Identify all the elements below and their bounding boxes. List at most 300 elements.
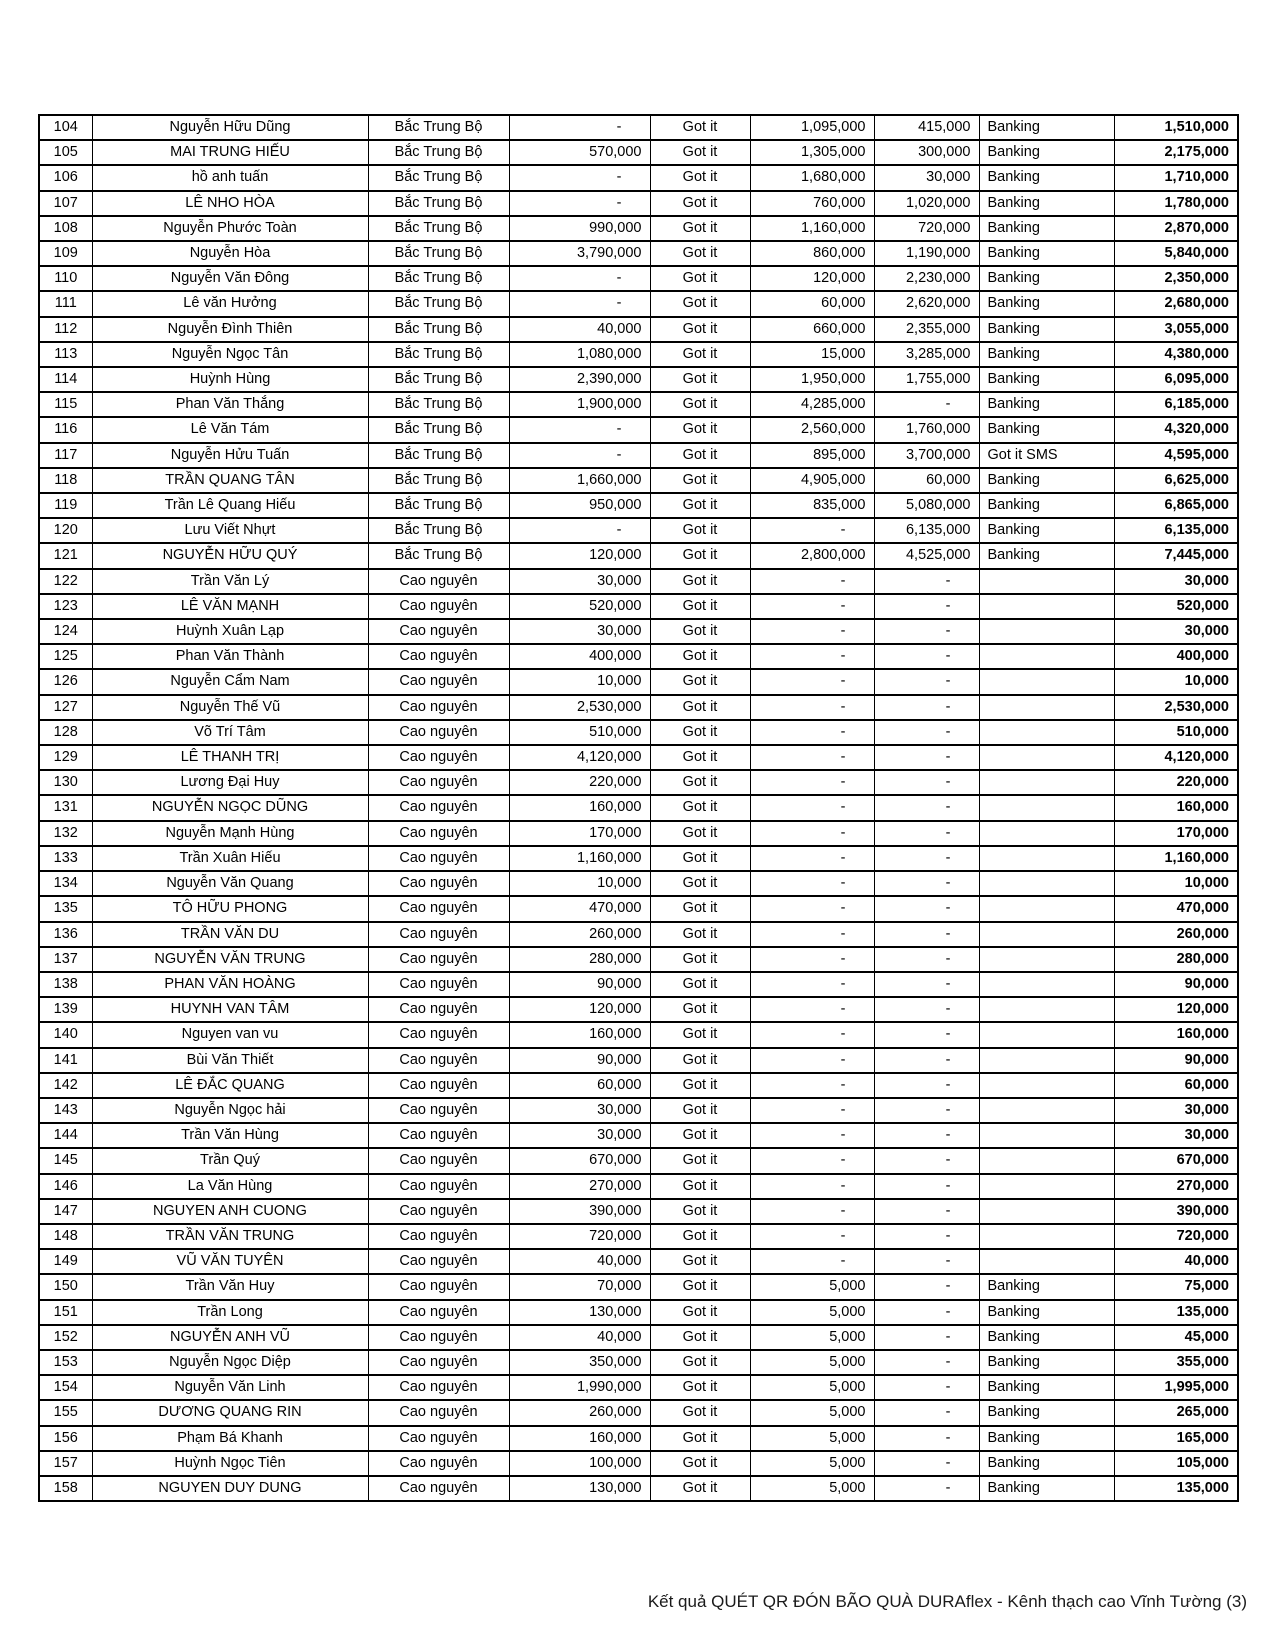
table-row [39,1476,1238,1501]
cell-row-number: 140 [39,1022,92,1047]
cell-row-number: 142 [39,1073,92,1098]
cell-name: NGUYỄN NGỌC DŨNG [92,795,368,820]
cell-amount-2: 4,905,000 [750,468,874,493]
cell-status: Got it [650,342,750,367]
cell-name: Nguyen van vu [92,1022,368,1047]
table-row [39,518,1238,543]
cell-name: TRẦN VĂN TRUNG [92,1224,368,1249]
table-row [39,165,1238,190]
cell-region: Cao nguyên [368,1350,509,1375]
cell-status: Got it [650,1300,750,1325]
cell-amount-3: 300,000 [874,140,979,165]
cell-name: hồ anh tuấn [92,165,368,190]
cell-amount-1: 120,000 [509,543,650,568]
cell-channel: Banking [979,392,1114,417]
cell-region: Cao nguyên [368,1073,509,1098]
cell-name: LÊ NHO HÒA [92,191,368,216]
cell-name: Lê Văn Tám [92,417,368,442]
cell-total: 135,000 [1114,1300,1238,1325]
cell-name: La Văn Hùng [92,1174,368,1199]
cell-amount-2: - [750,997,874,1022]
cell-channel: Banking [979,1426,1114,1451]
cell-amount-2: - [750,619,874,644]
cell-row-number: 132 [39,821,92,846]
cell-amount-1: 160,000 [509,1426,650,1451]
cell-row-number: 112 [39,317,92,342]
cell-status: Got it [650,1451,750,1476]
cell-status: Got it [650,896,750,921]
cell-status: Got it [650,115,750,140]
cell-channel [979,896,1114,921]
table-row [39,1174,1238,1199]
cell-amount-1: 3,790,000 [509,241,650,266]
table-row [39,1123,1238,1148]
cell-amount-2: 895,000 [750,443,874,468]
cell-channel: Got it SMS [979,443,1114,468]
cell-region: Bắc Trung Bộ [368,417,509,442]
cell-status: Got it [650,1400,750,1425]
cell-amount-3: - [874,392,979,417]
cell-total: 2,175,000 [1114,140,1238,165]
cell-region: Cao nguyên [368,695,509,720]
table-row [39,720,1238,745]
cell-channel: Banking [979,493,1114,518]
cell-row-number: 124 [39,619,92,644]
cell-amount-3: 60,000 [874,468,979,493]
cell-total: 30,000 [1114,569,1238,594]
cell-amount-1: 510,000 [509,720,650,745]
cell-amount-2: - [750,1174,874,1199]
table-row [39,342,1238,367]
table-row [39,468,1238,493]
cell-row-number: 154 [39,1375,92,1400]
cell-name: Huỳnh Xuân Lạp [92,619,368,644]
cell-region: Cao nguyên [368,569,509,594]
cell-status: Got it [650,216,750,241]
cell-total: 280,000 [1114,947,1238,972]
cell-name: Trần Xuân Hiếu [92,846,368,871]
cell-region: Cao nguyên [368,1300,509,1325]
cell-amount-1: 270,000 [509,1174,650,1199]
cell-total: 2,680,000 [1114,291,1238,316]
cell-channel [979,1249,1114,1274]
cell-amount-2: 5,000 [750,1400,874,1425]
cell-total: 390,000 [1114,1199,1238,1224]
cell-amount-1: 220,000 [509,770,650,795]
cell-amount-1: 1,900,000 [509,392,650,417]
cell-amount-1: 130,000 [509,1300,650,1325]
cell-row-number: 120 [39,518,92,543]
cell-status: Got it [650,972,750,997]
cell-amount-1: 520,000 [509,594,650,619]
cell-name: NGUYEN DUY DUNG [92,1476,368,1501]
cell-channel [979,1048,1114,1073]
cell-amount-1: - [509,191,650,216]
cell-name: Trần Văn Lý [92,569,368,594]
cell-total: 520,000 [1114,594,1238,619]
cell-channel: Banking [979,1325,1114,1350]
cell-amount-2: 2,560,000 [750,417,874,442]
cell-amount-2: 835,000 [750,493,874,518]
cell-amount-1: 130,000 [509,1476,650,1501]
cell-channel: Banking [979,291,1114,316]
cell-amount-3: - [874,745,979,770]
cell-amount-1: 470,000 [509,896,650,921]
cell-row-number: 134 [39,871,92,896]
cell-status: Got it [650,669,750,694]
cell-total: 5,840,000 [1114,241,1238,266]
table-row [39,1325,1238,1350]
cell-amount-1: 720,000 [509,1224,650,1249]
cell-amount-1: 90,000 [509,1048,650,1073]
cell-amount-3: - [874,972,979,997]
cell-row-number: 130 [39,770,92,795]
cell-amount-2: 5,000 [750,1300,874,1325]
cell-region: Cao nguyên [368,1375,509,1400]
cell-amount-2: 1,680,000 [750,165,874,190]
cell-amount-3: - [874,1451,979,1476]
cell-status: Got it [650,1148,750,1173]
cell-channel [979,871,1114,896]
table-row [39,695,1238,720]
cell-amount-1: 950,000 [509,493,650,518]
table-row [39,543,1238,568]
cell-row-number: 105 [39,140,92,165]
table-row [39,140,1238,165]
cell-row-number: 135 [39,896,92,921]
cell-total: 160,000 [1114,795,1238,820]
cell-region: Bắc Trung Bộ [368,543,509,568]
cell-amount-1: 160,000 [509,795,650,820]
cell-channel [979,745,1114,770]
cell-channel [979,644,1114,669]
cell-row-number: 150 [39,1274,92,1299]
cell-amount-1: - [509,417,650,442]
cell-row-number: 145 [39,1148,92,1173]
cell-region: Bắc Trung Bộ [368,165,509,190]
cell-amount-3: - [874,795,979,820]
cell-amount-1: 2,530,000 [509,695,650,720]
cell-status: Got it [650,720,750,745]
cell-status: Got it [650,317,750,342]
cell-region: Cao nguyên [368,1098,509,1123]
cell-amount-1: 40,000 [509,317,650,342]
cell-amount-1: 30,000 [509,1098,650,1123]
cell-amount-2: - [750,770,874,795]
cell-amount-3: - [874,695,979,720]
cell-amount-3: - [874,720,979,745]
cell-region: Cao nguyên [368,1476,509,1501]
cell-name: Trần Văn Hùng [92,1123,368,1148]
cell-channel [979,846,1114,871]
cell-region: Cao nguyên [368,1400,509,1425]
table-row [39,1451,1238,1476]
cell-row-number: 115 [39,392,92,417]
table-row [39,846,1238,871]
cell-amount-1: - [509,115,650,140]
cell-total: 135,000 [1114,1476,1238,1501]
cell-region: Bắc Trung Bộ [368,342,509,367]
cell-row-number: 108 [39,216,92,241]
cell-status: Got it [650,1274,750,1299]
cell-region: Cao nguyên [368,644,509,669]
cell-channel [979,770,1114,795]
cell-name: Nguyễn Đình Thiên [92,317,368,342]
cell-status: Got it [650,241,750,266]
cell-row-number: 119 [39,493,92,518]
cell-total: 2,530,000 [1114,695,1238,720]
cell-status: Got it [650,871,750,896]
cell-channel [979,1098,1114,1123]
cell-amount-1: 280,000 [509,947,650,972]
cell-channel: Banking [979,216,1114,241]
cell-total: 510,000 [1114,720,1238,745]
cell-amount-3: - [874,821,979,846]
cell-amount-2: 660,000 [750,317,874,342]
cell-amount-1: 1,080,000 [509,342,650,367]
cell-amount-1: 100,000 [509,1451,650,1476]
cell-status: Got it [650,745,750,770]
cell-row-number: 109 [39,241,92,266]
cell-row-number: 131 [39,795,92,820]
cell-amount-2: - [750,669,874,694]
cell-total: 30,000 [1114,1098,1238,1123]
cell-amount-3: - [874,1300,979,1325]
cell-channel: Banking [979,1400,1114,1425]
cell-amount-1: - [509,518,650,543]
cell-region: Bắc Trung Bộ [368,115,509,140]
table-row [39,821,1238,846]
cell-amount-1: 990,000 [509,216,650,241]
cell-total: 160,000 [1114,1022,1238,1047]
cell-name: DƯƠNG QUANG RIN [92,1400,368,1425]
cell-amount-3: - [874,569,979,594]
cell-status: Got it [650,1022,750,1047]
cell-total: 75,000 [1114,1274,1238,1299]
cell-amount-3: - [874,594,979,619]
cell-amount-2: - [750,846,874,871]
table-row [39,291,1238,316]
cell-amount-2: - [750,518,874,543]
cell-amount-3: - [874,1123,979,1148]
cell-total: 3,055,000 [1114,317,1238,342]
cell-name: Trần Văn Huy [92,1274,368,1299]
table-row [39,1375,1238,1400]
cell-name: LÊ VĂN MẠNH [92,594,368,619]
cell-region: Cao nguyên [368,1325,509,1350]
cell-row-number: 157 [39,1451,92,1476]
cell-amount-1: - [509,291,650,316]
cell-region: Bắc Trung Bộ [368,291,509,316]
cell-channel [979,1123,1114,1148]
cell-region: Bắc Trung Bộ [368,191,509,216]
cell-amount-1: 10,000 [509,871,650,896]
cell-region: Bắc Trung Bộ [368,317,509,342]
cell-channel: Banking [979,115,1114,140]
cell-channel [979,720,1114,745]
cell-row-number: 149 [39,1249,92,1274]
cell-amount-2: - [750,1199,874,1224]
cell-total: 1,510,000 [1114,115,1238,140]
cell-status: Got it [650,518,750,543]
table-row [39,745,1238,770]
cell-channel [979,997,1114,1022]
cell-name: Nguyễn Hữu Dũng [92,115,368,140]
cell-channel: Banking [979,266,1114,291]
cell-status: Got it [650,569,750,594]
cell-status: Got it [650,1048,750,1073]
cell-amount-3: - [874,1224,979,1249]
cell-amount-3: 1,190,000 [874,241,979,266]
cell-channel: Banking [979,1476,1114,1501]
cell-row-number: 122 [39,569,92,594]
cell-name: LÊ ĐẮC QUANG [92,1073,368,1098]
cell-amount-2: - [750,569,874,594]
cell-amount-1: 2,390,000 [509,367,650,392]
cell-amount-3: - [874,997,979,1022]
cell-total: 1,995,000 [1114,1375,1238,1400]
cell-total: 45,000 [1114,1325,1238,1350]
cell-amount-2: - [750,821,874,846]
cell-total: 670,000 [1114,1148,1238,1173]
results-table [38,114,1239,1502]
cell-name: Trần Quý [92,1148,368,1173]
cell-row-number: 118 [39,468,92,493]
cell-name: Nguyễn Ngọc hải [92,1098,368,1123]
cell-amount-2: - [750,695,874,720]
table-body [39,115,1238,1501]
cell-row-number: 110 [39,266,92,291]
cell-name: Phan Văn Thành [92,644,368,669]
cell-total: 120,000 [1114,997,1238,1022]
cell-amount-3: - [874,1199,979,1224]
cell-channel [979,821,1114,846]
cell-total: 6,625,000 [1114,468,1238,493]
cell-name: LÊ THANH TRỊ [92,745,368,770]
cell-region: Cao nguyên [368,720,509,745]
cell-status: Got it [650,1325,750,1350]
cell-total: 10,000 [1114,871,1238,896]
cell-amount-2: - [750,720,874,745]
cell-total: 6,095,000 [1114,367,1238,392]
table-row [39,972,1238,997]
cell-channel [979,619,1114,644]
cell-row-number: 125 [39,644,92,669]
cell-name: Trần Long [92,1300,368,1325]
cell-row-number: 123 [39,594,92,619]
cell-total: 720,000 [1114,1224,1238,1249]
cell-amount-2: - [750,972,874,997]
cell-status: Got it [650,1174,750,1199]
cell-amount-1: 40,000 [509,1249,650,1274]
cell-row-number: 146 [39,1174,92,1199]
cell-status: Got it [650,165,750,190]
cell-status: Got it [650,140,750,165]
cell-name: TRẦN QUANG TÂN [92,468,368,493]
cell-channel [979,594,1114,619]
table-row [39,1224,1238,1249]
cell-region: Bắc Trung Bộ [368,392,509,417]
cell-amount-3: 4,525,000 [874,543,979,568]
cell-region: Cao nguyên [368,745,509,770]
table-row [39,1426,1238,1451]
table-row [39,191,1238,216]
table-row [39,947,1238,972]
cell-row-number: 126 [39,669,92,694]
page-footer-caption: Kết quả QUÉT QR ĐÓN BÃO QUÀ DURAflex - Kênh thạch cao Vĩnh Tường (3) [647,1592,1247,1611]
cell-amount-2: 5,000 [750,1350,874,1375]
cell-region: Cao nguyên [368,1249,509,1274]
cell-channel [979,569,1114,594]
cell-channel: Banking [979,543,1114,568]
cell-amount-2: 4,285,000 [750,392,874,417]
cell-status: Got it [650,619,750,644]
cell-total: 260,000 [1114,922,1238,947]
cell-name: Nguyễn Mạnh Hùng [92,821,368,846]
cell-channel: Banking [979,367,1114,392]
cell-channel [979,669,1114,694]
cell-amount-2: 860,000 [750,241,874,266]
cell-total: 7,445,000 [1114,543,1238,568]
cell-channel: Banking [979,342,1114,367]
cell-amount-2: 60,000 [750,291,874,316]
cell-channel: Banking [979,417,1114,442]
cell-status: Got it [650,191,750,216]
cell-amount-3: - [874,619,979,644]
cell-amount-1: 120,000 [509,997,650,1022]
cell-name: Nguyễn Hòa [92,241,368,266]
cell-amount-1: 70,000 [509,1274,650,1299]
cell-row-number: 111 [39,291,92,316]
cell-amount-2: - [750,922,874,947]
cell-name: PHAN VĂN HOÀNG [92,972,368,997]
table-row [39,216,1238,241]
table-row [39,1073,1238,1098]
cell-name: Võ Trí Tâm [92,720,368,745]
table-row [39,871,1238,896]
cell-region: Cao nguyên [368,795,509,820]
cell-name: NGUYỄN ANH VŨ [92,1325,368,1350]
cell-name: Phạm Bá Khanh [92,1426,368,1451]
cell-region: Cao nguyên [368,1199,509,1224]
cell-amount-2: - [750,1249,874,1274]
cell-status: Got it [650,1476,750,1501]
table-row [39,1400,1238,1425]
cell-status: Got it [650,543,750,568]
cell-row-number: 129 [39,745,92,770]
cell-status: Got it [650,997,750,1022]
cell-status: Got it [650,468,750,493]
cell-amount-1: 30,000 [509,1123,650,1148]
cell-amount-2: 1,095,000 [750,115,874,140]
cell-amount-3: 6,135,000 [874,518,979,543]
table-row [39,1274,1238,1299]
cell-amount-3: - [874,1098,979,1123]
cell-amount-3: 1,755,000 [874,367,979,392]
cell-region: Bắc Trung Bộ [368,468,509,493]
cell-row-number: 143 [39,1098,92,1123]
cell-region: Cao nguyên [368,821,509,846]
table-row [39,896,1238,921]
cell-name: Nguyễn Văn Linh [92,1375,368,1400]
cell-channel: Banking [979,518,1114,543]
cell-amount-3: - [874,871,979,896]
cell-channel: Banking [979,1375,1114,1400]
cell-channel: Banking [979,1350,1114,1375]
cell-region: Cao nguyên [368,972,509,997]
cell-name: Lê văn Hưởng [92,291,368,316]
cell-total: 4,380,000 [1114,342,1238,367]
